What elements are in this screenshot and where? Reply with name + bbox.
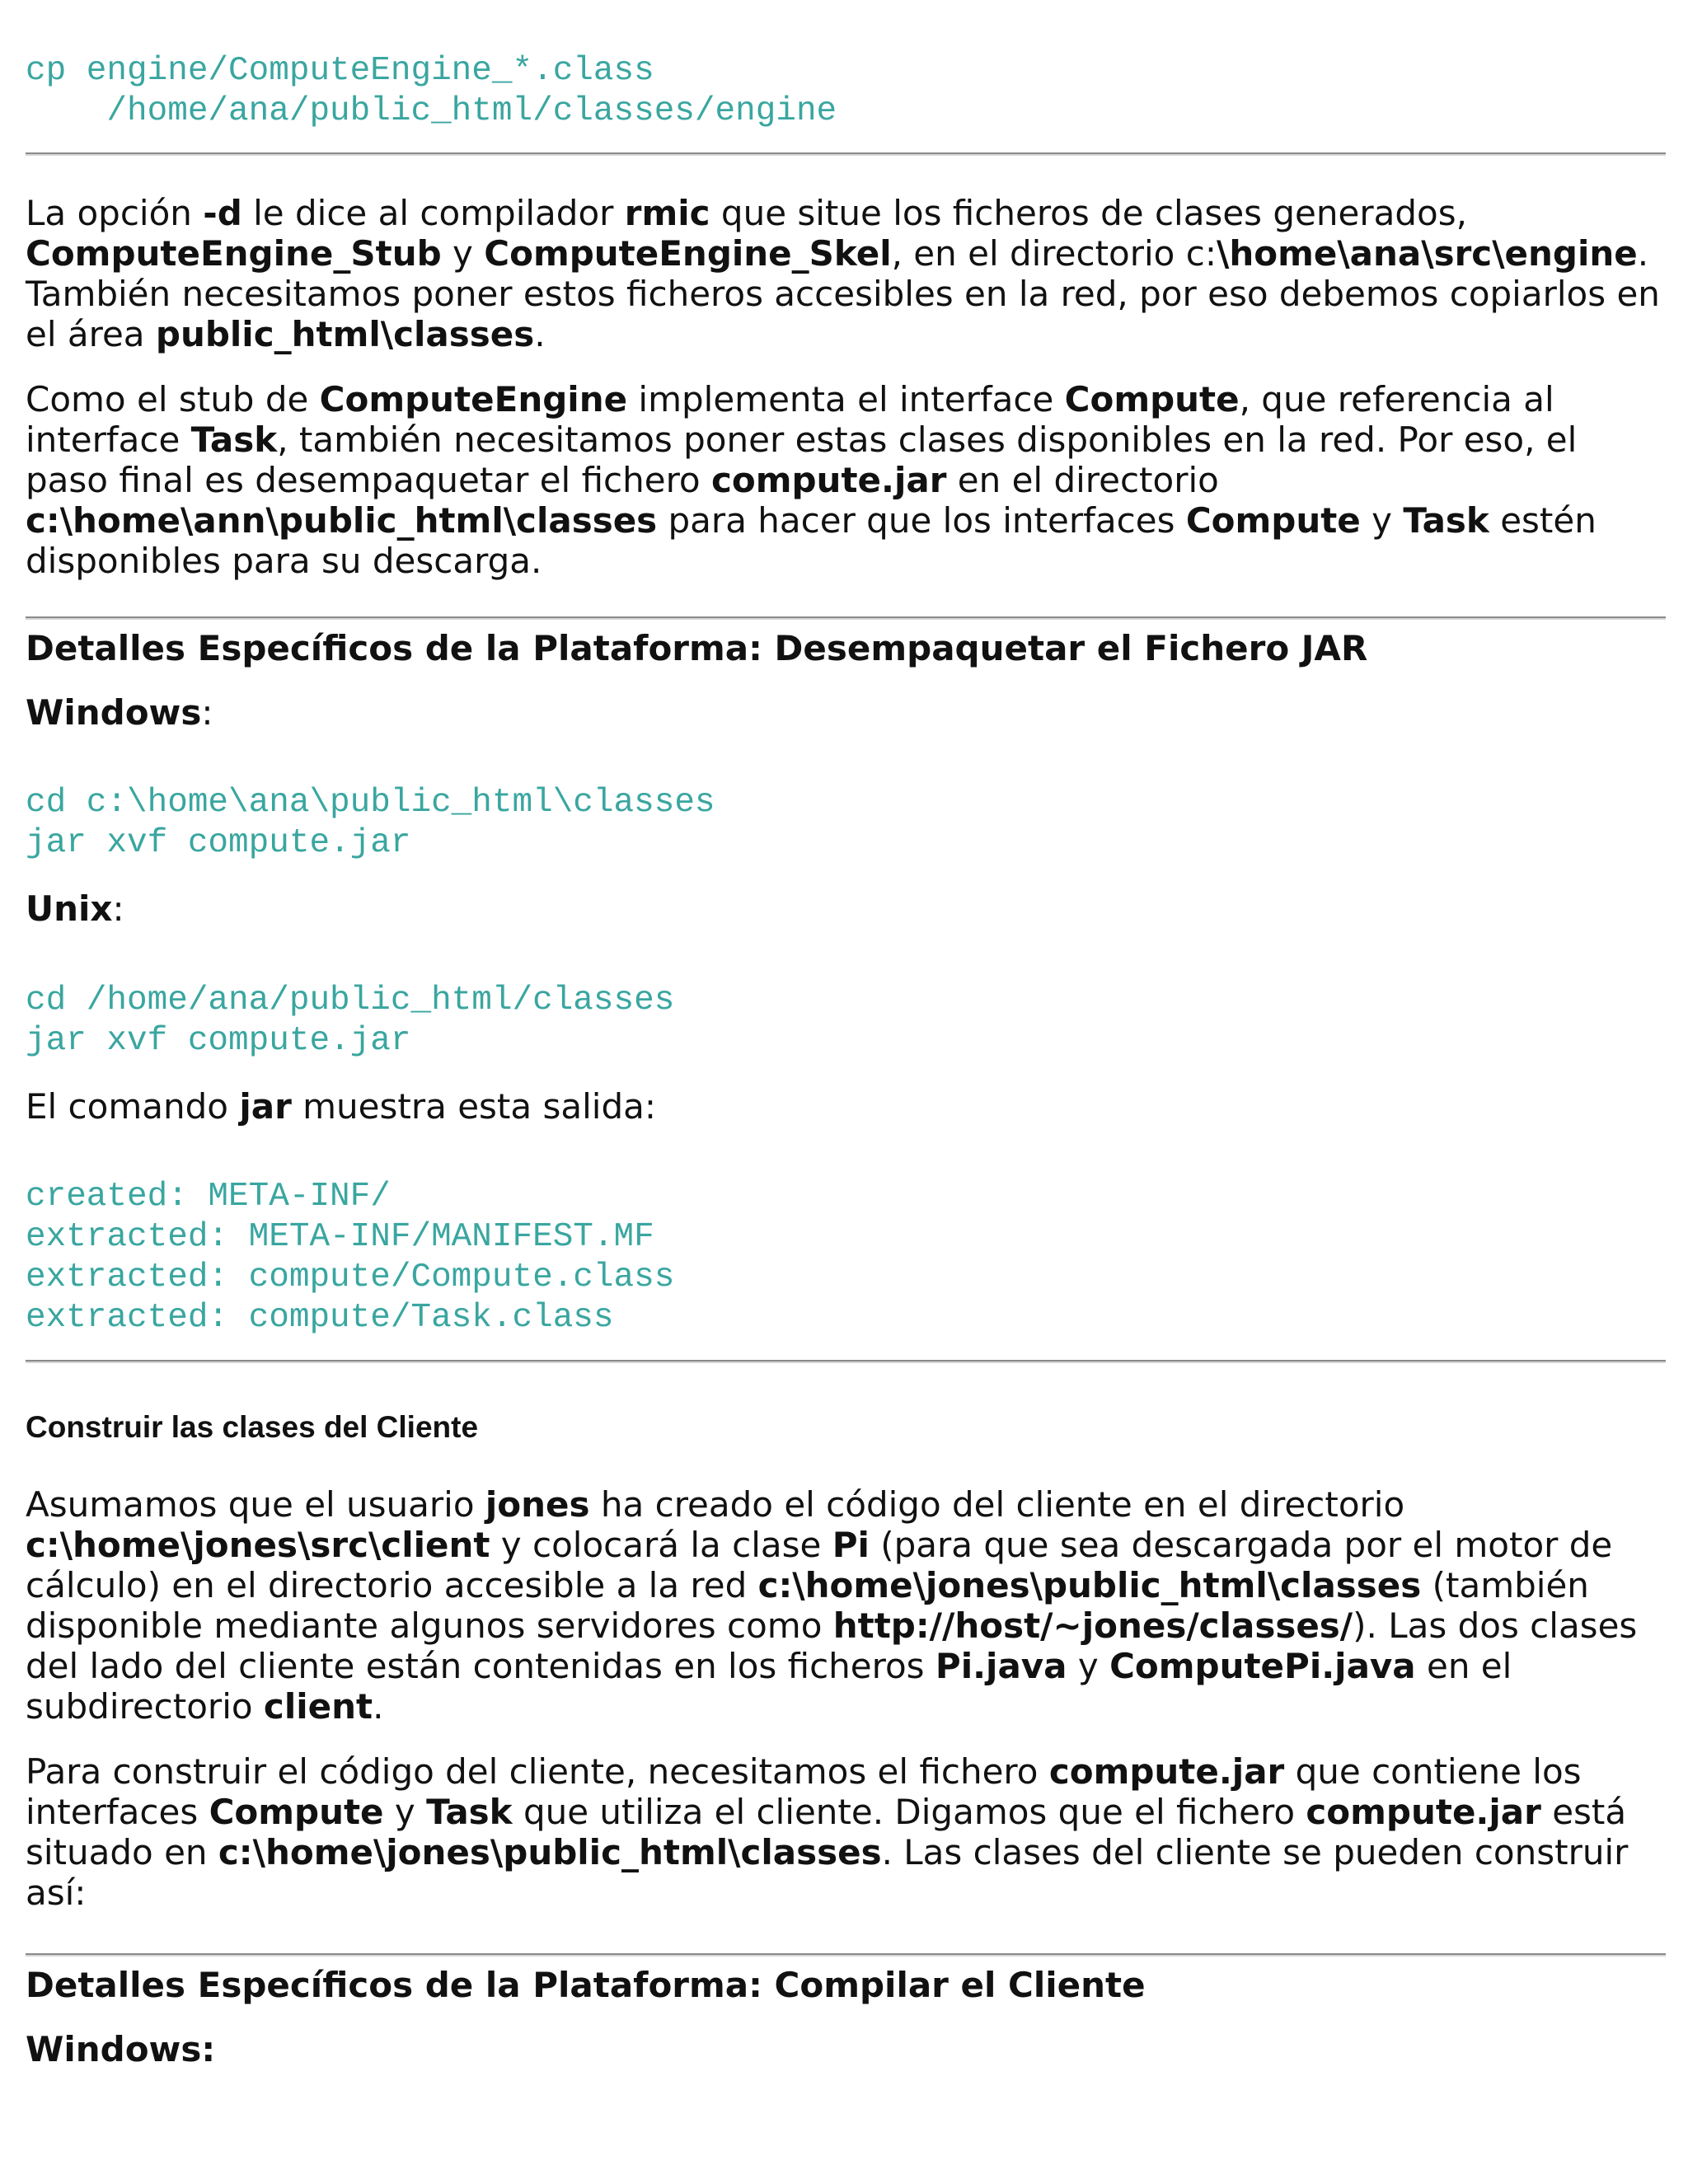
text-run: muestra esta salida: [291, 1086, 656, 1127]
bold-text: compute.jar [1306, 1792, 1541, 1832]
text-run: , que referencia al interface [26, 379, 1554, 460]
code-line: extracted: compute/Compute.class [26, 1258, 675, 1296]
code-block-windows-jar [26, 783, 715, 864]
bold-text: c:\home\jones\public_html\classes [218, 1832, 882, 1872]
windows-label-text: Windows: [26, 2029, 216, 2069]
text-run: le dice al compilador [241, 193, 625, 233]
text-run: y [1360, 500, 1404, 541]
bold-text: Compute [209, 1792, 384, 1832]
bold-text: ComputeEngine_Stub [26, 233, 442, 274]
section-heading-unpack-jar: Detalles Específicos de la Plataforma: Desempaquetar el Fichero JAR [26, 628, 1368, 668]
text-run: que utiliza el cliente. Digamos que el fichero [512, 1792, 1306, 1832]
text-run: y colocará la clase [490, 1525, 832, 1565]
bold-text: \home\ana\src\engine [1216, 233, 1638, 274]
bold-text: Pi.java [935, 1646, 1067, 1686]
code-line: created: META-INF/ [26, 1178, 391, 1216]
paragraph-client-location [26, 1484, 1666, 1727]
code-line: cd /home/ana/public_html/classes [26, 982, 675, 1019]
bold-text: Task [190, 419, 278, 460]
subheading-build-client: Construir las clases del Cliente [26, 1410, 479, 1444]
bold-text: compute.jar [710, 460, 947, 500]
text-run: . También necesitamos poner estos ficheros accesibles en la red, por eso debemos copiarlos en el área [26, 233, 1660, 354]
bold-text: compute.jar [1048, 1751, 1285, 1792]
bold-text: jar [239, 1086, 292, 1127]
code-block-jar-output [26, 1177, 674, 1338]
code-block-unix-jar [26, 981, 674, 1062]
text-run: Para construir el código del cliente, necesitamos el fichero [26, 1751, 1049, 1792]
text-run: y [441, 233, 485, 274]
windows-label-2 [26, 2029, 215, 2069]
text-run: . [534, 314, 546, 354]
text-run: ). Las dos clases del lado del cliente están contenidas en los ficheros [26, 1605, 1638, 1686]
bold-text: c:\home\jones\public_html\classes [757, 1565, 1422, 1605]
text-run: en el subdirectorio [26, 1646, 1512, 1727]
text-run: El comando [26, 1086, 240, 1127]
bold-text: Task [1403, 500, 1489, 541]
bold-text: http://host/~jones/classes/ [832, 1605, 1353, 1646]
text-run: . Las clases del cliente se pueden construir así: [26, 1832, 1629, 1913]
text-run: implementa el interface [627, 379, 1065, 419]
paragraph-rmic-option [26, 193, 1666, 354]
text-run: (para que sea descargada por el motor de cálculo) en el directorio accesible a la red [26, 1525, 1613, 1605]
horizontal-rule [26, 1360, 1666, 1363]
unix-label-text: Unix [26, 888, 113, 929]
horizontal-rule [26, 616, 1666, 620]
bold-text: Compute [1185, 500, 1361, 541]
text-run: en el directorio [946, 460, 1219, 500]
text-run: , también necesitamos poner estas clases disponibles en la red. Por eso, el paso final es desempaquetar el fichero [26, 419, 1578, 500]
code-line: /home/ana/public_html/classes/engine [26, 92, 837, 130]
bold-text: public_html\classes [155, 314, 535, 354]
text-run: que contiene los interfaces [26, 1751, 1582, 1832]
bold-text: ComputeEngine [319, 379, 628, 419]
windows-label-text: Windows [26, 692, 202, 733]
section-heading-compile-client: Detalles Específicos de la Plataforma: Compilar el Cliente [26, 1965, 1146, 2005]
bold-text: Task [426, 1792, 513, 1832]
bold-text: Pi [832, 1525, 870, 1565]
text-run: Asumamos que el usuario [26, 1484, 485, 1525]
code-block-cp [26, 51, 837, 132]
text-run: Como el stub de [26, 379, 320, 419]
text-run: que situe los ficheros de clases generados, [710, 193, 1467, 233]
code-line: extracted: META-INF/MANIFEST.MF [26, 1218, 654, 1256]
text-run: La opción [26, 193, 204, 233]
text-run: estén disponibles para su descarga. [26, 500, 1597, 581]
unix-label [26, 888, 124, 929]
bold-text: jones [485, 1484, 590, 1525]
text-run: está situado en [26, 1792, 1627, 1872]
bold-text: -d [203, 193, 242, 233]
paragraph-jar-output [26, 1086, 656, 1127]
paragraph-stub-interfaces [26, 379, 1666, 581]
code-line: jar xvf compute.jar [26, 1022, 411, 1060]
label-colon: : [201, 692, 213, 733]
text-run: , en el directorio c: [891, 233, 1217, 274]
bold-text: rmic [624, 193, 710, 233]
code-line: jar xvf compute.jar [26, 824, 411, 862]
bold-text: c:\home\ann\public_html\classes [26, 500, 658, 541]
text-run: (también disponible mediante algunos servidores como [26, 1565, 1589, 1646]
text-run: . [373, 1686, 384, 1727]
horizontal-rule [26, 152, 1666, 156]
bold-text: client [263, 1686, 373, 1727]
code-line: cd c:\home\ana\public_html\classes [26, 784, 715, 822]
bold-text: ComputePi.java [1109, 1646, 1416, 1686]
text-run: y [383, 1792, 427, 1832]
code-line: cp engine/ComputeEngine_*.class [26, 52, 654, 90]
windows-label [26, 692, 213, 733]
bold-text: c:\home\jones\src\client [26, 1525, 490, 1565]
paragraph-build-client [26, 1751, 1666, 1913]
horizontal-rule [26, 1953, 1666, 1957]
bold-text: ComputeEngine_Skel [484, 233, 892, 274]
code-line: extracted: compute/Task.class [26, 1299, 614, 1337]
text-run: para hacer que los interfaces [657, 500, 1186, 541]
text-run: y [1067, 1646, 1110, 1686]
text-run: ha creado el código del cliente en el directorio [589, 1484, 1405, 1525]
label-colon: : [112, 888, 124, 929]
bold-text: Compute [1064, 379, 1240, 419]
